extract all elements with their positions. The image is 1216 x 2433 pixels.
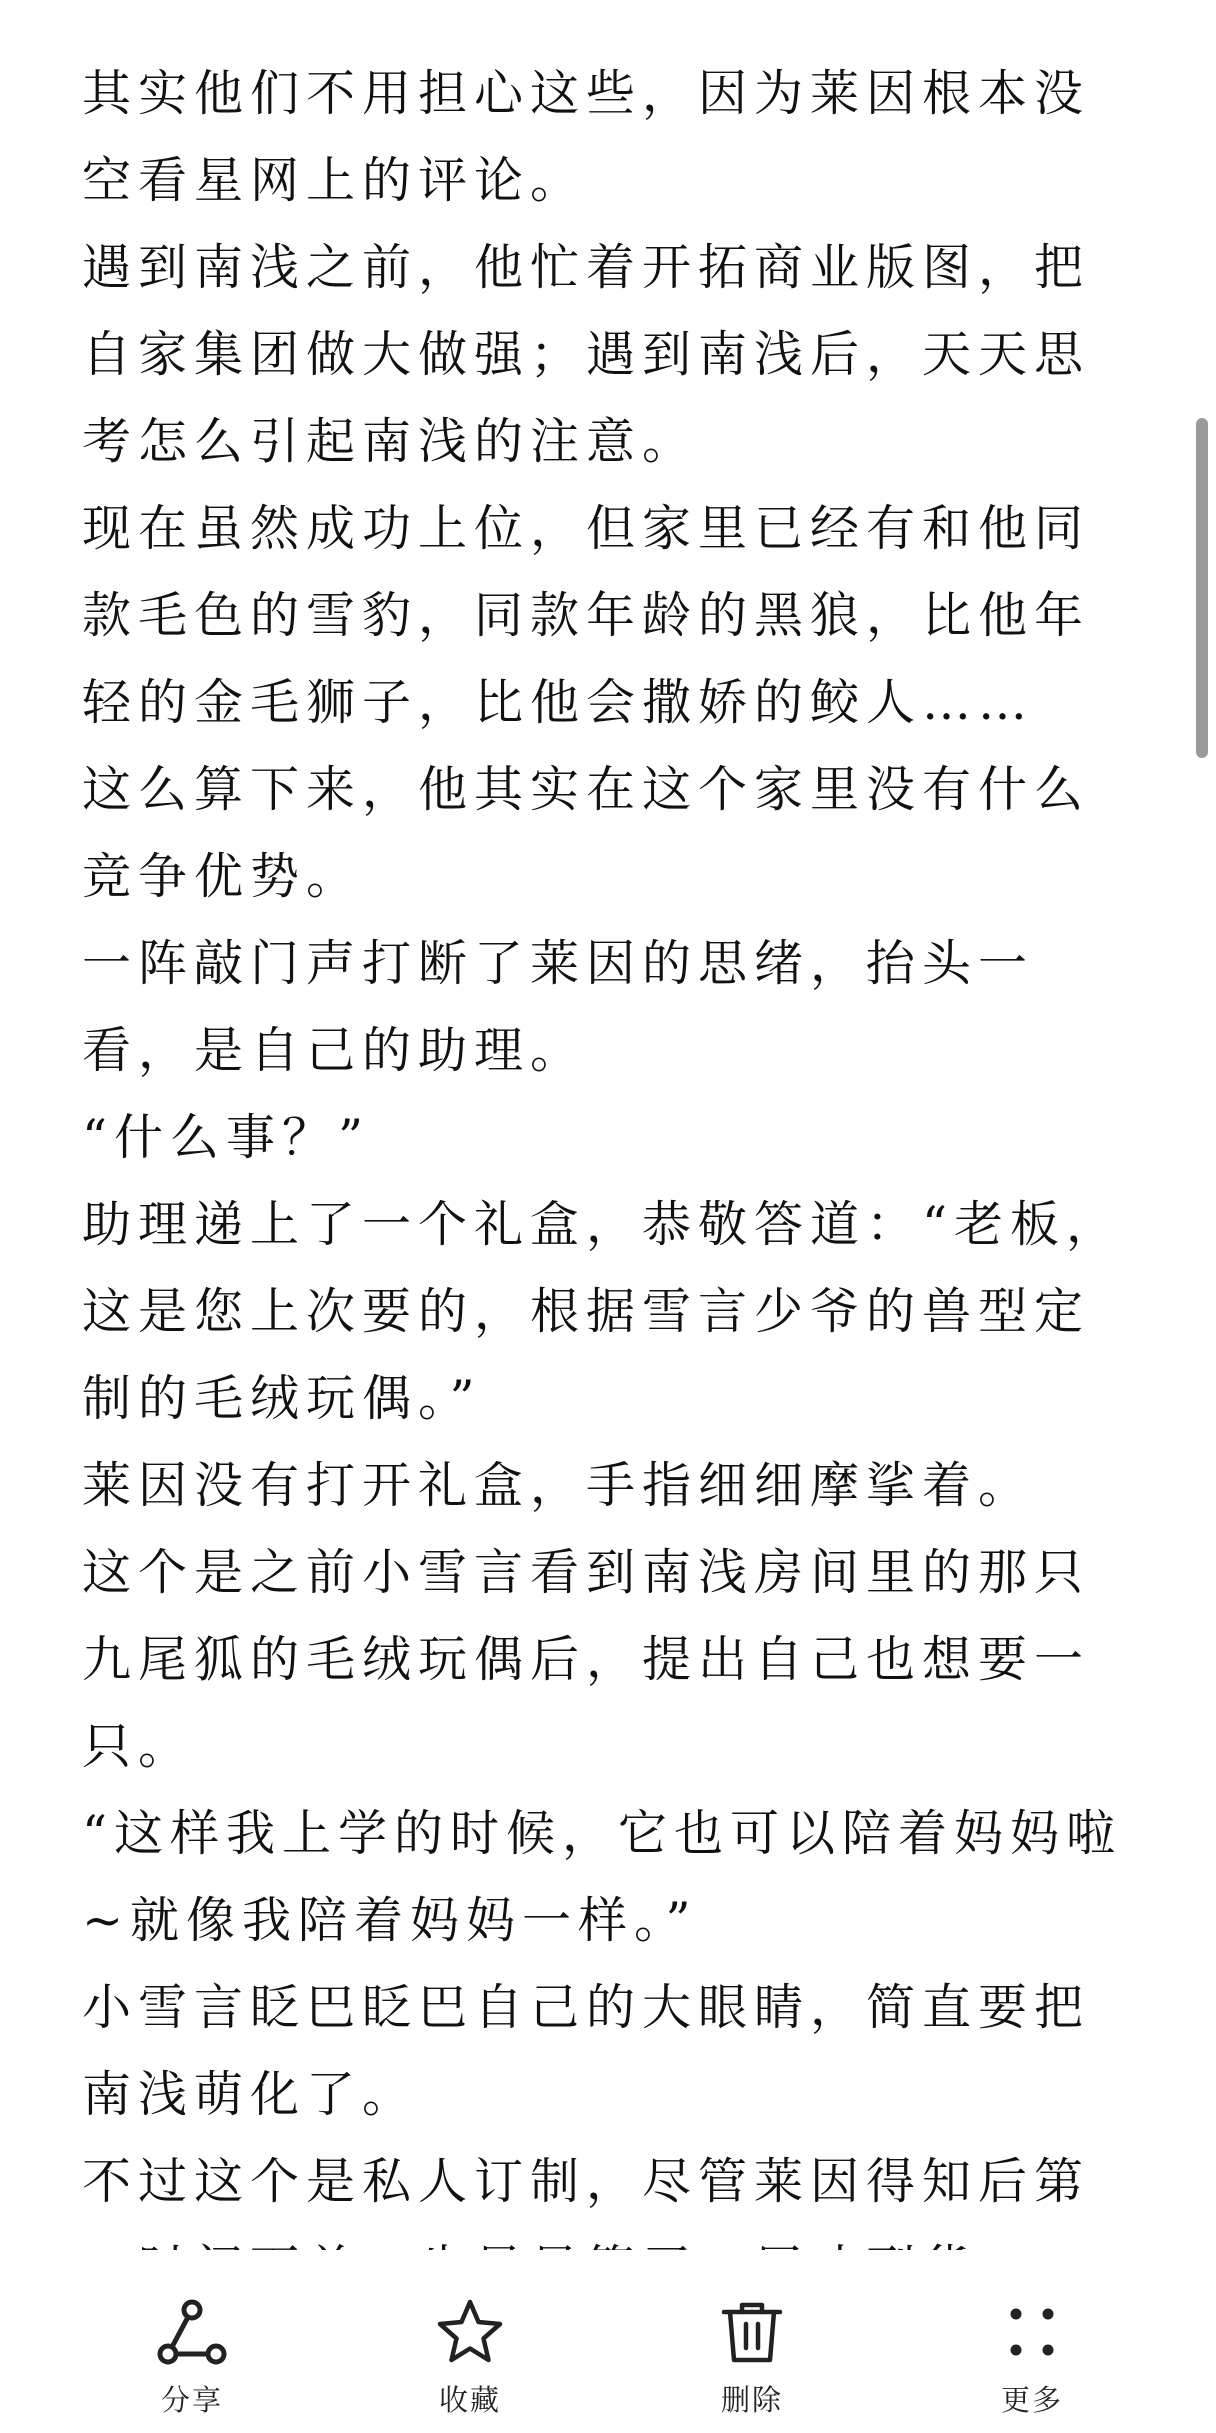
share-label: 分享 — [160, 2383, 223, 2417]
share-button[interactable] — [92, 2250, 292, 2433]
article-paragraph: 遇到南浅之前，他忙着开拓商业版图，把自家集团做大做强；遇到南浅后，天天思考怎么引起南浅的注意。 — [82, 239, 1091, 470]
article-body — [82, 50, 1132, 2399]
share-icon — [156, 2296, 228, 2368]
article-paragraph: “什么事？” — [82, 1109, 371, 1166]
scrollbar-thumb[interactable] — [1196, 418, 1208, 758]
more-button[interactable] — [932, 2250, 1132, 2433]
article-paragraph: 莱因没有打开礼盒，手指细细摩挲着。 — [82, 1457, 1035, 1514]
article-paragraph: “这样我上学的时候，它也可以陪着妈妈啦~就像我陪着妈妈一样。” — [82, 1805, 1123, 1949]
more-label: 更多 — [1000, 2383, 1063, 2417]
favorite-label: 收藏 — [438, 2383, 501, 2417]
article-paragraph: 这么算下来，他其实在这个家里没有什么竞争优势。 — [82, 761, 1091, 905]
article-paragraph: 小雪言眨巴眨巴自己的大眼睛，简直要把南浅萌化了。 — [82, 1979, 1091, 2123]
trash-icon — [716, 2296, 788, 2368]
star-icon — [434, 2296, 506, 2368]
article-paragraph: 现在虽然成功上位，但家里已经有和他同款毛色的雪豹，同款年龄的黑狼，比他年轻的金毛狮子，比他会撒娇的鲛人…… — [82, 500, 1091, 731]
bottom-action-bar — [0, 2250, 1216, 2433]
article-paragraph: 助理递上了一个礼盒，恭敬答道：“老板，这是您上次要的，根据雪言少爷的兽型定制的毛绒玩偶。” — [82, 1196, 1123, 1427]
article-paragraph: 一阵敲门声打断了莱因的思绪，抬头一看，是自己的助理。 — [82, 935, 1035, 1079]
article-paragraph: 其实他们不用担心这些，因为莱因根本没空看星网上的评论。 — [82, 65, 1091, 209]
favorite-button[interactable] — [370, 2250, 570, 2433]
delete-label: 删除 — [720, 2383, 783, 2417]
article-paragraph: 不过这个是私人订制，尽管莱因得知后第 — [82, 2153, 1091, 2210]
delete-button[interactable] — [652, 2250, 852, 2433]
article-paragraph: 这个是之前小雪言看到南浅房间里的那只九尾狐的毛绒玩偶后，提出自己也想要一只。 — [82, 1544, 1091, 1775]
more-dots-icon — [996, 2296, 1068, 2368]
